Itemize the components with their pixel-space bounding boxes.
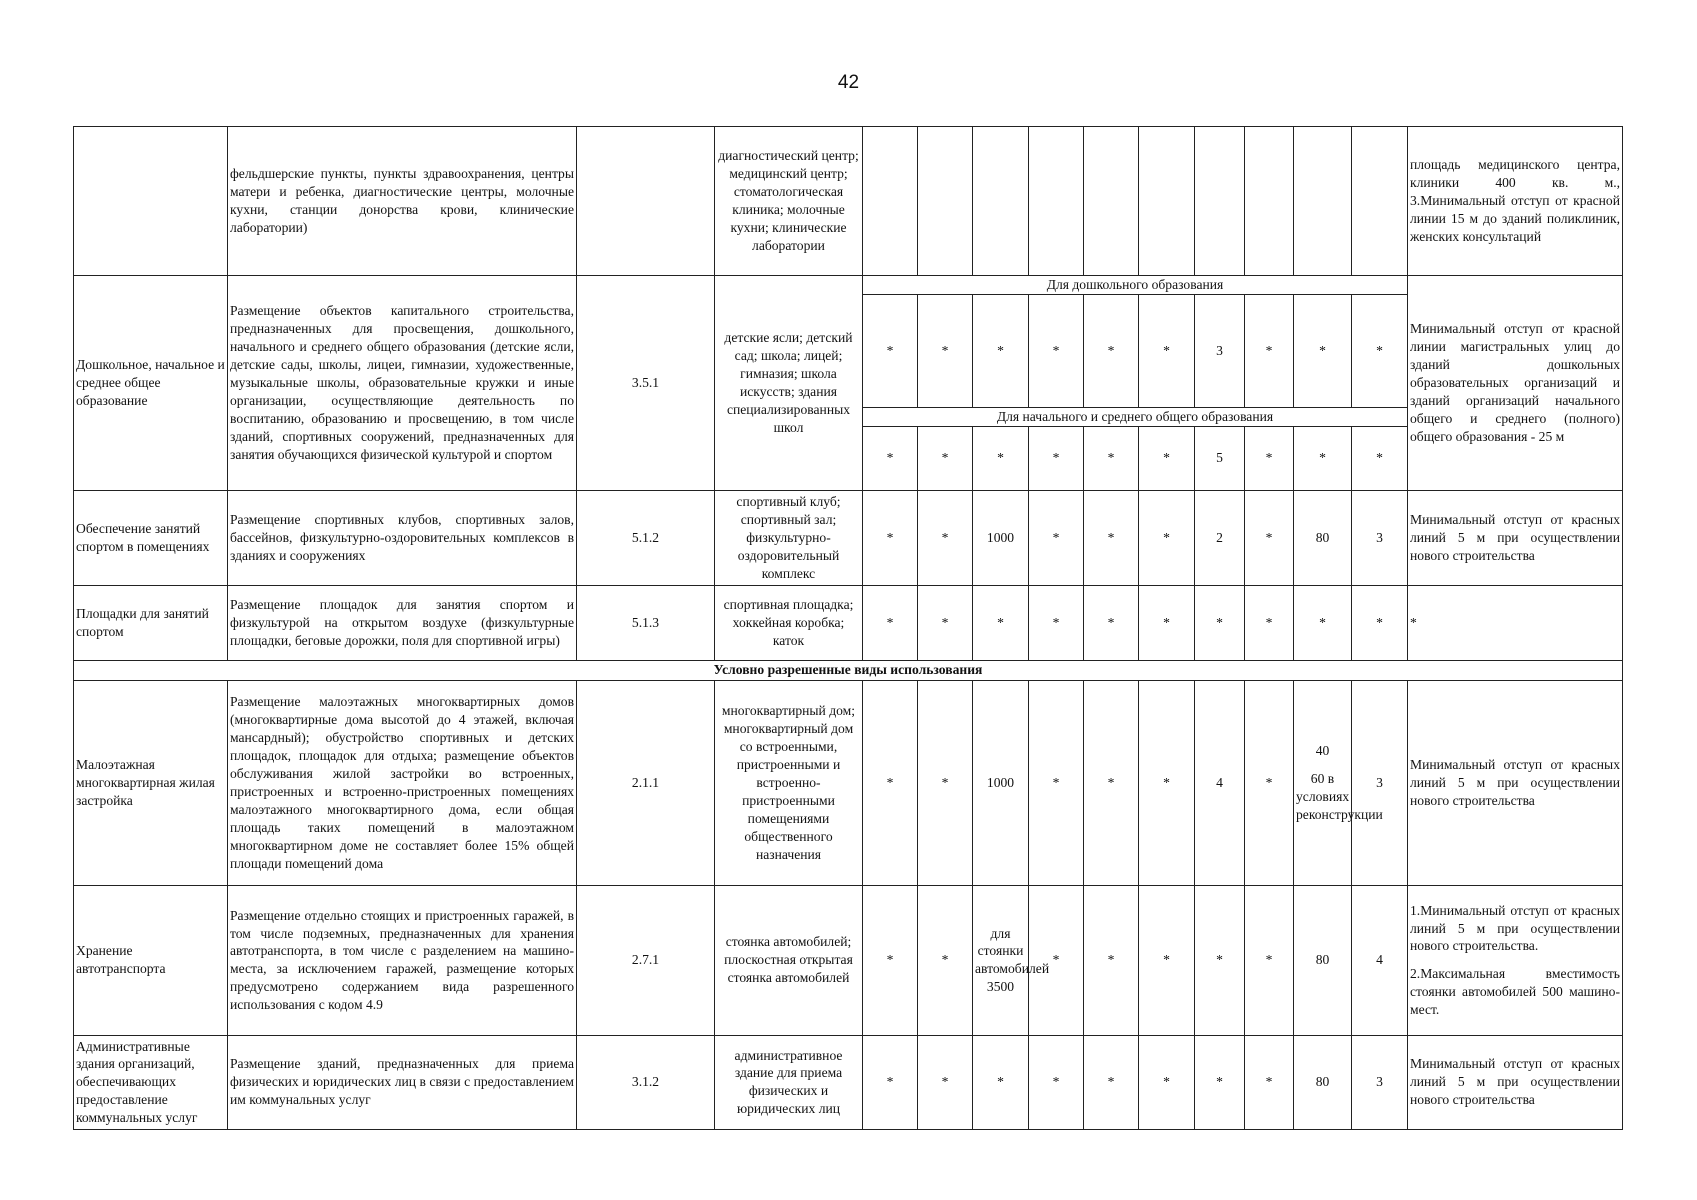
param-cell: 1000: [973, 680, 1029, 885]
param-cell: [1029, 127, 1084, 276]
param-cell: [1084, 127, 1139, 276]
param-cell: *: [1029, 885, 1084, 1035]
param-cell: *: [918, 426, 973, 490]
param-cell: *: [1084, 585, 1139, 660]
row-description: Размещение спортивных клубов, спортивных залов, бассейнов, физкультурно-оздоровительных комплексов в зданиях и сооружениях: [228, 490, 577, 585]
param-cell: *: [1029, 426, 1084, 490]
row-code: 2.7.1: [577, 885, 715, 1035]
param-cell: *: [1195, 585, 1245, 660]
param-cell: *: [1084, 294, 1139, 407]
param-cell: *: [1139, 426, 1195, 490]
param-cell: 3: [1352, 1035, 1408, 1129]
row-description: Размещение малоэтажных многоквартирных домов (многоквартирные дома высотой до 4 этажей, включая мансардный); обустройство спортивных и детских площадок, площадок для отдыха; размещение объектов обслуживания жилой застройки во встроенных, пристроенных и встроенно-пристроенных помещениях малоэтажного многоквартирного дома, если общая площадь таких помещений в малоэтажном многоквартирном доме не составляет более 15% общей площади помещений дома: [228, 680, 577, 885]
param-cell-parking: [1294, 680, 1383, 885]
subheader-preschool: Для дошкольного образования: [863, 276, 1408, 295]
section-header-row: [74, 660, 1623, 680]
param-cell: 3: [1352, 680, 1408, 885]
section-title: Условно разрешенные виды использования: [74, 660, 1623, 680]
param-cell: *: [1084, 426, 1139, 490]
param-cell: *: [1139, 294, 1195, 407]
param-cell: *: [973, 585, 1029, 660]
param-cell: [1352, 127, 1408, 276]
param-cell: *: [863, 585, 918, 660]
param-cell: *: [1245, 426, 1294, 490]
param-cell: *: [918, 585, 973, 660]
param-cell: [1245, 127, 1294, 276]
row-objects: спортивная площадка; хоккейная коробка; каток: [715, 585, 863, 660]
row-objects: спортивный клуб; спортивный зал; физкультурно-оздоровительный комплекс: [715, 490, 863, 585]
table-row: [74, 885, 1623, 1035]
param-cell: *: [1245, 1035, 1294, 1129]
row-name: Обеспечение занятий спортом в помещениях: [74, 490, 228, 585]
row-name: Площадки для занятий спортом: [74, 585, 228, 660]
param-cell: *: [863, 680, 918, 885]
row-description: фельдшерские пункты, пункты здравоохранения, центры матери и ребенка, диагностические центры, молочные кухни, станции донорства крови, клинические лаборатории): [228, 127, 577, 276]
param-cell: *: [1139, 1035, 1195, 1129]
row-name: Малоэтажная многоквартирная жилая застройка: [74, 680, 228, 885]
row-code: 3.5.1: [577, 276, 715, 491]
param-cell: *: [1195, 885, 1245, 1035]
param-cell: *: [1139, 585, 1195, 660]
subheader-general-education: Для начального и среднего общего образования: [863, 407, 1408, 426]
param-cell: *: [918, 1035, 973, 1129]
param-cell: 3: [1195, 294, 1245, 407]
param-cell: *: [918, 490, 973, 585]
param-cell: [1195, 127, 1245, 276]
param-cell: *: [863, 885, 918, 1035]
param-value-reconstruction: 60 в условиях реконструкции: [1296, 770, 1383, 822]
param-cell: *: [973, 426, 1029, 490]
row-name: Дошкольное, начальное и среднее общее образование: [74, 276, 228, 491]
row-code: 5.1.2: [577, 490, 715, 585]
param-cell: *: [973, 1035, 1029, 1129]
param-cell: *: [1195, 1035, 1245, 1129]
param-cell: *: [1294, 294, 1352, 407]
param-cell: [863, 127, 918, 276]
table-row: [74, 585, 1623, 660]
param-cell: *: [1084, 490, 1139, 585]
param-cell: 1000: [973, 490, 1029, 585]
param-cell: *: [1245, 490, 1294, 585]
row-description: Размещение объектов капитального строительства, предназначенных для просвещения, дошкольного, начального и среднего общего образования (детские ясли, детские сады, школы, лицеи, гимназии, художественные, музыкальные школы, образовательные кружки и иные организации, осуществляющие деятельность по воспитанию, образованию и просвещению, в том числе зданий, спортивных сооружений, предназначенных для занятия обучающихся физической культурой и спортом: [228, 276, 577, 491]
param-cell: *: [1352, 585, 1408, 660]
param-cell: *: [1029, 585, 1084, 660]
table-row: [74, 490, 1623, 585]
param-cell: *: [863, 1035, 918, 1129]
row-code: 5.1.3: [577, 585, 715, 660]
param-cell: *: [1294, 585, 1352, 660]
param-cell: *: [1352, 426, 1408, 490]
param-value-main: 40: [1315, 743, 1330, 758]
param-cell: *: [1139, 680, 1195, 885]
param-cell: *: [1352, 294, 1408, 407]
land-use-table: [73, 126, 1623, 1130]
param-cell: *: [918, 294, 973, 407]
table-row: [74, 276, 1623, 295]
note-item: 2.Максимальная вместимость стоянки автомобилей 500 машино-мест.: [1410, 966, 1620, 1018]
row-note: [1408, 885, 1623, 1035]
row-description: Размещение зданий, предназначенных для приема физических и юридических лиц в связи с предоставлением им коммунальных услуг: [228, 1035, 577, 1129]
row-objects: многоквартирный дом; многоквартирный дом со встроенными, пристроенными и встроенно-пристроенными помещениями общественного назначения: [715, 680, 863, 885]
row-objects: стоянка автомобилей; плоскостная открытая стоянка автомобилей: [715, 885, 863, 1035]
row-name: [74, 127, 228, 276]
param-cell: [1139, 127, 1195, 276]
param-cell: *: [863, 294, 918, 407]
param-cell: *: [1245, 885, 1294, 1035]
row-objects: диагностический центр; медицинский центр; стоматологическая клиника; молочные кухни; клинические лаборатории: [715, 127, 863, 276]
param-cell: *: [973, 294, 1029, 407]
param-cell: 2: [1195, 490, 1245, 585]
row-objects: административное здание для приема физических и юридических лиц: [715, 1035, 863, 1129]
param-cell: 4: [1195, 680, 1245, 885]
row-code: 2.1.1: [577, 680, 715, 885]
param-cell: *: [1029, 490, 1084, 585]
param-cell: [973, 127, 1029, 276]
row-note: площадь медицинского центра, клиники 400 кв. м., 3.Минимальный отступ от красной линии 15 м до зданий поликлиник, женских консультаций: [1408, 127, 1623, 276]
param-cell: 3: [1352, 490, 1408, 585]
param-cell: 4: [1352, 885, 1408, 1035]
row-note: Минимальный отступ от красных линий 5 м при осуществлении нового строительства: [1408, 680, 1623, 885]
param-cell: *: [863, 426, 918, 490]
row-note: *: [1408, 585, 1623, 660]
param-cell: *: [1029, 1035, 1084, 1129]
param-cell: 80: [1294, 885, 1352, 1035]
table-row: [74, 680, 1623, 885]
param-cell: *: [918, 885, 973, 1035]
param-cell: *: [1084, 680, 1139, 885]
note-item: 1.Минимальный отступ от красных линий 5 м при осуществлении нового строительства.: [1410, 902, 1620, 954]
row-code: [577, 127, 715, 276]
param-cell: для стоянки автомобилей 3500: [973, 885, 1029, 1035]
row-description: Размещение площадок для занятия спортом и физкультурой на открытом воздухе (физкультурные площадки, беговые дорожки, поля для спортивной игры): [228, 585, 577, 660]
page-number: 42: [837, 72, 860, 93]
param-cell: 5: [1195, 426, 1245, 490]
param-cell: [1294, 127, 1352, 276]
param-cell: *: [1084, 1035, 1139, 1129]
param-cell: *: [1029, 294, 1084, 407]
param-cell: 80: [1294, 1035, 1352, 1129]
param-cell: 80: [1294, 490, 1352, 585]
row-note: Минимальный отступ от красных линий 5 м при осуществлении нового строительства: [1408, 490, 1623, 585]
table-row: [74, 1035, 1623, 1129]
param-cell: *: [1245, 680, 1294, 885]
row-objects: детские ясли; детский сад; школа; лицей; гимназия; школа искусств; здания специализированных школ: [715, 276, 863, 491]
param-cell: *: [1245, 585, 1294, 660]
row-code: 3.1.2: [577, 1035, 715, 1129]
row-name: Хранение автотранспорта: [74, 885, 228, 1035]
param-cell: *: [1139, 885, 1195, 1035]
param-cell: *: [863, 490, 918, 585]
param-cell: *: [918, 680, 973, 885]
row-name: Административные здания организаций, обеспечивающих предоставление коммунальных услуг: [74, 1035, 228, 1129]
param-cell: *: [1294, 426, 1352, 490]
row-description: Размещение отдельно стоящих и пристроенных гаражей, в том числе подземных, предназначенных для хранения автотранспорта, в том числе с разделением на машино-места, за исключением гаражей, размещение которых предусмотрено содержанием вида разрешенного использования с кодом 4.9: [228, 885, 577, 1035]
param-cell: *: [1084, 885, 1139, 1035]
param-cell: *: [1029, 680, 1084, 885]
param-cell: *: [1245, 294, 1294, 407]
row-note: Минимальный отступ от красной линии магистральных улиц до зданий дошкольных образовательных организаций и зданий организаций начального общего и среднего (полного) общего образования - 25 м: [1408, 276, 1623, 491]
param-cell: [918, 127, 973, 276]
table-row: [74, 127, 1623, 276]
param-cell: *: [1139, 490, 1195, 585]
row-note: Минимальный отступ от красных линий 5 м при осуществлении нового строительства: [1408, 1035, 1623, 1129]
